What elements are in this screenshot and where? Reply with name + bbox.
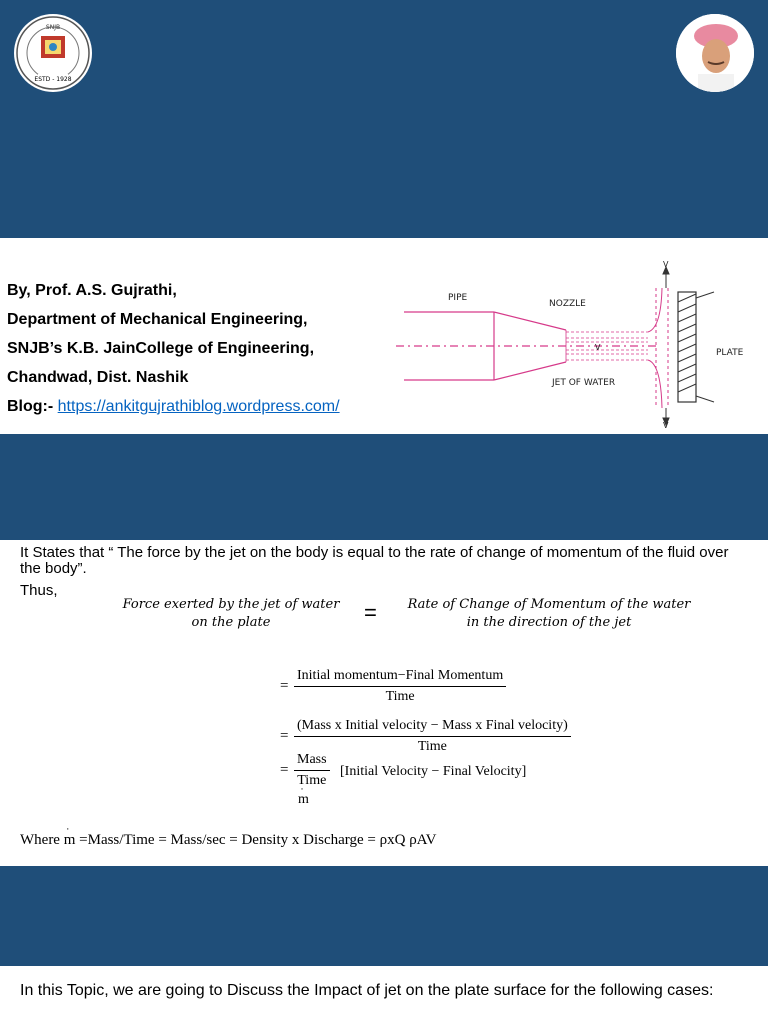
velocity-difference: [Initial Velocity − Final Velocity] [340, 764, 527, 779]
blog-link[interactable]: https://ankitgujrathiblog.wordpress.com/ [57, 398, 340, 415]
main-equals: = [364, 600, 377, 625]
rhs-line2: in the direction of the jet [466, 615, 632, 630]
label-plate: PLATE [716, 348, 744, 358]
where-line [20, 832, 436, 849]
m-dot-symbol [298, 792, 309, 808]
fraction-mass-velocity [294, 718, 571, 755]
title-band [0, 0, 768, 238]
label-pipe: PIPE [448, 293, 468, 303]
fraction-3-denominator: Time [297, 773, 327, 788]
topic-intro: In this Topic, we are going to Discuss the Impact of jet on the plate surface for the following cases: [20, 982, 714, 999]
founder-portrait [676, 14, 754, 92]
equals-3: = [280, 762, 289, 778]
equation-rhs [388, 596, 710, 632]
lhs-line2: on the plate [191, 615, 271, 630]
where-m-dot: m ˙ [64, 832, 76, 849]
fraction-3-numerator: Mass [294, 752, 330, 771]
label-v-bottom: V [663, 421, 669, 428]
label-v-top: V [663, 260, 669, 269]
equals-2: = [280, 728, 289, 744]
portrait-image [676, 14, 754, 92]
jet-impact-diagram [386, 258, 760, 428]
momentum-statement: It States that “ The force by the jet on the body is equal to the rate of change of momentum of the fluid over the body”. [20, 544, 729, 577]
lhs-line1: Force exerted by the jet of water [122, 597, 340, 612]
blog-line [7, 392, 340, 421]
where-definition: =Mass/Time = Mass/sec = Density x Discharge = ρxQ ρAV [75, 832, 437, 848]
label-jet: JET OF WATER [552, 378, 616, 388]
label-nozzle: NOZZLE [549, 299, 586, 309]
m-dot: m ˙ [298, 792, 309, 808]
section-band-lower [0, 866, 768, 966]
equation-lhs [108, 596, 354, 632]
fraction-mass-time [294, 752, 330, 789]
college-logo [14, 14, 92, 92]
equals-1: = [280, 678, 289, 694]
author-name: By, Prof. A.S. Gujrathi, [7, 282, 177, 299]
label-v-jet: V [595, 343, 601, 352]
author-department: Department of Mechanical Engineering, [7, 311, 308, 328]
author-college: SNJB’s K.B. JainCollege of Engineering, [7, 340, 315, 357]
college-seal-icon [14, 14, 92, 92]
fraction-2-denominator: Time [417, 739, 447, 754]
fraction-2-numerator: (Mass x Initial velocity − Mass x Final velocity) [294, 718, 571, 737]
section-band [0, 434, 768, 540]
where-prefix: Where [20, 832, 64, 848]
thus-label: Thus, [20, 582, 58, 599]
fraction-momentum [294, 668, 506, 705]
rhs-line1: Rate of Change of Momentum of the water [407, 597, 691, 612]
fraction-1-denominator: Time [385, 689, 415, 704]
blog-label: Blog:- [7, 398, 58, 415]
logo-estd-text: ESTD - 1928 [34, 76, 72, 83]
fraction-1-numerator: Initial momentum−Final Momentum [294, 668, 506, 687]
author-block [7, 276, 340, 421]
author-location: Chandwad, Dist. Nashik [7, 369, 189, 386]
logo-arc-text: SNJB [45, 24, 61, 31]
